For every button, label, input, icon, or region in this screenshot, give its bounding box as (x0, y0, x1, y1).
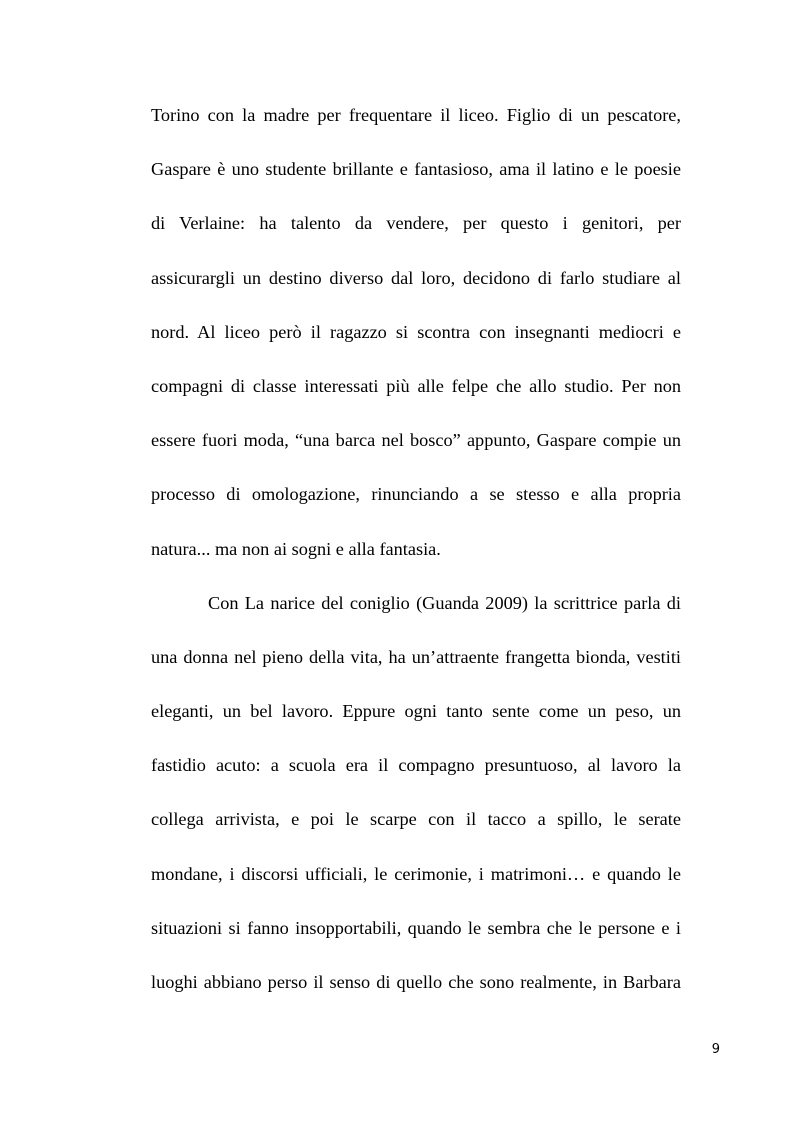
text-line: collega arrivista, e poi le scarpe con il tacco a spillo, le serate (151, 809, 681, 830)
text-line: situazioni si fanno insopportabili, quando le sembra che le persone e i (151, 917, 681, 938)
text-line: una donna nel pieno della vita, ha un’attraente frangetta bionda, vestiti (151, 646, 681, 667)
paragraph-2 (151, 576, 681, 1010)
text-line: di Verlaine: ha talento da vendere, per questo i genitori, per (151, 213, 681, 234)
text-line: assicurargli un destino diverso dal loro, decidono di farlo studiare al (151, 267, 681, 288)
text-line: fastidio acuto: a scuola era il compagno presuntuoso, al lavoro la (151, 755, 681, 776)
text-line: luoghi abbiano perso il senso di quello che sono realmente, in Barbara (151, 972, 681, 992)
text-line: Torino con la madre per frequentare il liceo. Figlio di un pescatore, (151, 105, 681, 125)
paragraph-1 (151, 88, 681, 576)
text-line: mondane, i discorsi ufficiali, le cerimonie, i matrimoni… e quando le (151, 863, 681, 884)
text-line: essere fuori moda, “una barca nel bosco” appunto, Gaspare compie un (151, 430, 681, 451)
page-number: 9 (711, 1042, 720, 1057)
text-line: eleganti, un bel lavoro. Eppure ogni tanto sente come un peso, un (151, 701, 681, 722)
text-line: natura... ma non ai sogni e alla fantasia. (151, 538, 441, 559)
text-line: compagni di classe interessati più alle felpe che allo studio. Per non (151, 375, 681, 396)
body-text (151, 88, 681, 1009)
text-line: processo di omologazione, rinunciando a se stesso e alla propria (151, 484, 681, 505)
text-line: Con La narice del coniglio (Guanda 2009) la scrittrice parla di (208, 592, 681, 613)
text-line: Gaspare è uno studente brillante e fantasioso, ama il latino e le poesie (151, 159, 681, 180)
text-line: nord. Al liceo però il ragazzo si scontra con insegnanti mediocri e (151, 321, 681, 342)
